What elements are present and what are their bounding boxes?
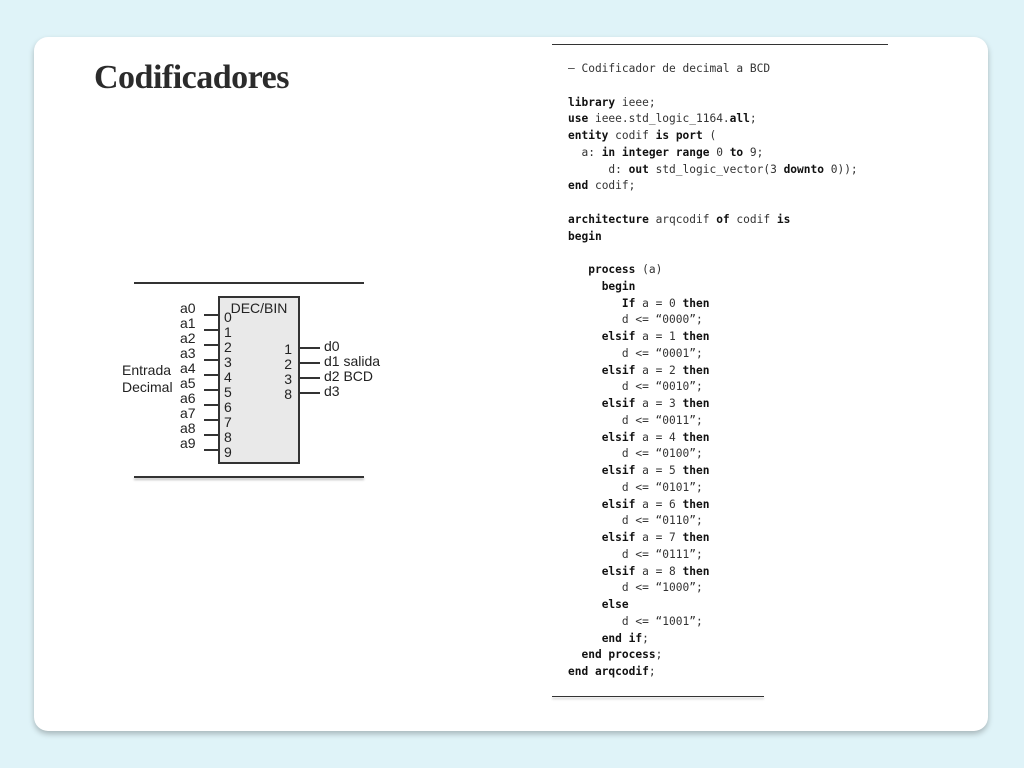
code-keyword: end process — [581, 648, 656, 662]
code-text — [568, 648, 581, 661]
output-pin-number: 3 — [284, 371, 292, 387]
input-pin-line — [204, 359, 218, 361]
code-text: d <= “0010”; — [568, 380, 703, 394]
code-line — [568, 61, 978, 78]
input-pin-line — [204, 314, 218, 316]
diagram-bottom-rule — [134, 476, 364, 478]
code-keyword: process — [588, 263, 636, 276]
input-pin-number: 9 — [224, 444, 232, 460]
output-pin-number: 2 — [284, 356, 292, 372]
code-text: ( — [702, 129, 717, 142]
code-line — [568, 379, 978, 396]
code-line — [568, 95, 978, 112]
input-pin-number: 0 — [224, 309, 232, 325]
code-line — [568, 580, 978, 597]
input-pin-line — [204, 449, 218, 451]
code-line — [568, 162, 978, 179]
code-text: a = 5 — [635, 464, 683, 477]
encoder-diagram — [122, 279, 381, 491]
code-text: a = 8 — [635, 564, 683, 578]
input-pin-line — [204, 404, 218, 406]
input-label-a7: a7 — [180, 405, 196, 421]
code-line — [568, 229, 978, 246]
code-keyword: elsif — [601, 363, 636, 377]
code-text — [568, 397, 602, 410]
vhdl-code-listing — [568, 61, 978, 681]
output-pin-line — [300, 377, 320, 379]
code-keyword: begin — [568, 229, 602, 243]
code-text — [568, 280, 602, 293]
code-line — [568, 647, 978, 664]
code-keyword: elsif — [601, 564, 636, 578]
code-keyword: then — [682, 296, 710, 310]
code-line — [568, 396, 978, 413]
code-text: codif — [608, 129, 656, 142]
input-pin-number: 2 — [224, 339, 232, 355]
input-group-label-2: Decimal — [122, 379, 173, 395]
code-text: (a) — [635, 263, 663, 276]
code-line — [568, 463, 978, 480]
code-text: d <= “0110”; — [568, 514, 703, 528]
code-line — [568, 564, 978, 581]
code-keyword: elsif — [601, 464, 636, 477]
code-line — [568, 195, 978, 212]
code-text: d <= “0011”; — [568, 413, 703, 427]
code-keyword: is — [776, 212, 791, 226]
code-line — [568, 145, 978, 162]
code-text: d: — [568, 162, 629, 176]
code-keyword: then — [682, 430, 710, 444]
code-line — [568, 430, 978, 447]
input-pin-line — [204, 374, 218, 376]
code-text: – Codificador de decimal a BCD — [568, 62, 771, 75]
code-keyword: end — [568, 179, 589, 193]
input-label-a8: a8 — [180, 420, 196, 436]
code-text: a = 2 — [635, 363, 683, 377]
code-text — [568, 598, 602, 611]
code-keyword: out — [628, 162, 649, 176]
code-text: ; — [648, 665, 656, 678]
code-keyword: else — [601, 598, 629, 611]
code-keyword: If — [621, 296, 636, 310]
input-label-a5: a5 — [180, 375, 196, 391]
code-line — [568, 178, 978, 195]
code-line — [568, 413, 978, 430]
code-line — [568, 312, 978, 329]
input-pin-number: 8 — [224, 429, 232, 445]
input-label-a1: a1 — [180, 315, 196, 331]
input-pin-number: 1 — [224, 324, 232, 340]
output-pin-line — [300, 347, 320, 349]
slide-title: Codificadores — [94, 59, 289, 96]
code-keyword: is — [655, 129, 670, 142]
output-pin-line — [300, 392, 320, 394]
code-line — [568, 296, 978, 313]
code-text: arqcodif — [648, 212, 717, 226]
code-text: 0)); — [823, 162, 858, 176]
block-name: DEC/BIN — [230, 300, 288, 316]
code-text: d <= “1001”; — [568, 614, 703, 628]
input-pin-line — [204, 329, 218, 331]
code-keyword: elsif — [601, 497, 636, 511]
code-line — [568, 497, 978, 514]
output-label: d2 BCD — [324, 368, 374, 384]
code-keyword: port — [675, 129, 703, 142]
code-text: d <= “0000”; — [568, 313, 703, 327]
input-pin-line — [204, 389, 218, 391]
code-keyword: begin — [601, 279, 636, 293]
code-top-rule — [552, 44, 888, 45]
code-text: codif; — [588, 179, 636, 193]
code-text: std_logic_vector(3 — [648, 162, 784, 176]
code-line — [568, 279, 978, 296]
code-keyword: of — [716, 212, 730, 226]
input-pin-line — [204, 419, 218, 421]
code-keyword: downto — [783, 162, 824, 176]
code-text: a: — [568, 145, 602, 159]
encoder-block — [218, 296, 300, 464]
code-line — [568, 111, 978, 128]
input-pin-number: 7 — [224, 414, 232, 430]
output-label: d3 — [324, 383, 340, 399]
code-text — [669, 129, 676, 142]
input-pin-number: 4 — [224, 369, 232, 385]
input-label-a9: a9 — [180, 435, 196, 451]
code-keyword: elsif — [601, 397, 636, 410]
input-pin-line — [204, 344, 218, 346]
code-text: a = 6 — [635, 497, 683, 511]
code-line — [568, 480, 978, 497]
code-keyword: in integer range — [601, 145, 710, 159]
input-label-a6: a6 — [180, 390, 196, 406]
code-text: a = 1 — [635, 330, 683, 343]
code-line — [568, 446, 978, 463]
slide — [34, 37, 988, 731]
code-text: a = 4 — [635, 430, 683, 444]
code-line — [568, 78, 978, 95]
code-line — [568, 245, 978, 262]
code-text: ieee.std_logic_1164. — [588, 112, 730, 126]
code-line — [568, 212, 978, 229]
input-label-a2: a2 — [180, 330, 196, 346]
code-line — [568, 530, 978, 547]
input-label-a3: a3 — [180, 345, 196, 361]
input-group-label-1: Entrada — [122, 362, 172, 378]
code-keyword: elsif — [601, 330, 636, 343]
output-label: d1 salida — [324, 353, 381, 369]
code-keyword: then — [682, 564, 710, 578]
code-line — [568, 329, 978, 346]
code-line — [568, 128, 978, 145]
code-keyword: then — [682, 363, 710, 377]
code-keyword: library — [568, 95, 616, 109]
code-keyword: then — [682, 397, 710, 410]
code-keyword: elsif — [601, 430, 636, 444]
code-text: ; — [655, 648, 663, 662]
input-label-a4: a4 — [180, 360, 196, 376]
code-keyword: end arqcodif — [568, 665, 649, 678]
code-keyword: architecture — [568, 212, 649, 226]
code-text — [568, 297, 622, 310]
code-text — [568, 565, 602, 578]
code-text: d <= “0100”; — [568, 447, 703, 461]
input-pin-number: 3 — [224, 354, 232, 370]
code-text: 9; — [743, 145, 764, 159]
code-text — [568, 330, 602, 343]
output-pin-line — [300, 362, 320, 364]
output-label: d0 — [324, 338, 340, 354]
code-text: ; — [642, 631, 649, 645]
code-text: 0 — [709, 145, 730, 159]
code-line — [568, 346, 978, 363]
code-line — [568, 597, 978, 614]
code-keyword: then — [682, 330, 710, 343]
code-line — [568, 664, 978, 681]
input-pin-number: 6 — [224, 399, 232, 415]
output-pin-number: 8 — [284, 386, 292, 402]
output-pin-number: 1 — [284, 341, 292, 357]
code-text: a = 7 — [635, 531, 683, 544]
code-line — [568, 631, 978, 648]
code-text — [568, 464, 602, 477]
code-text: a = 3 — [635, 397, 683, 410]
code-text: d <= “1000”; — [568, 581, 703, 595]
input-pin-line — [204, 434, 218, 436]
input-pin-number: 5 — [224, 384, 232, 400]
code-keyword: end if — [601, 631, 643, 645]
code-text: codif — [729, 212, 777, 226]
code-line — [568, 614, 978, 631]
code-keyword: all — [729, 112, 750, 126]
code-keyword: entity — [568, 129, 609, 142]
code-line — [568, 547, 978, 564]
code-keyword: then — [682, 464, 710, 477]
code-text — [568, 498, 602, 511]
code-text: ; — [749, 112, 757, 126]
code-text: a = 0 — [635, 296, 683, 310]
code-keyword: elsif — [601, 531, 636, 544]
code-keyword: to — [729, 145, 744, 159]
code-text: ieee; — [615, 95, 656, 109]
code-text: d <= “0101”; — [568, 480, 703, 494]
code-text — [568, 431, 602, 444]
code-text — [568, 531, 602, 544]
code-keyword: then — [682, 531, 710, 544]
code-line — [568, 262, 978, 279]
code-line — [568, 513, 978, 530]
diagram-top-rule — [134, 282, 364, 284]
code-keyword: use — [568, 112, 589, 126]
code-text — [568, 632, 602, 645]
code-text: d <= “0111”; — [568, 547, 703, 561]
code-text: d <= “0001”; — [568, 346, 703, 360]
code-text — [568, 364, 602, 377]
code-text — [568, 263, 588, 276]
code-bottom-rule — [552, 696, 764, 697]
code-keyword: then — [682, 497, 710, 511]
input-label-a0: a0 — [180, 300, 196, 316]
code-line — [568, 363, 978, 380]
